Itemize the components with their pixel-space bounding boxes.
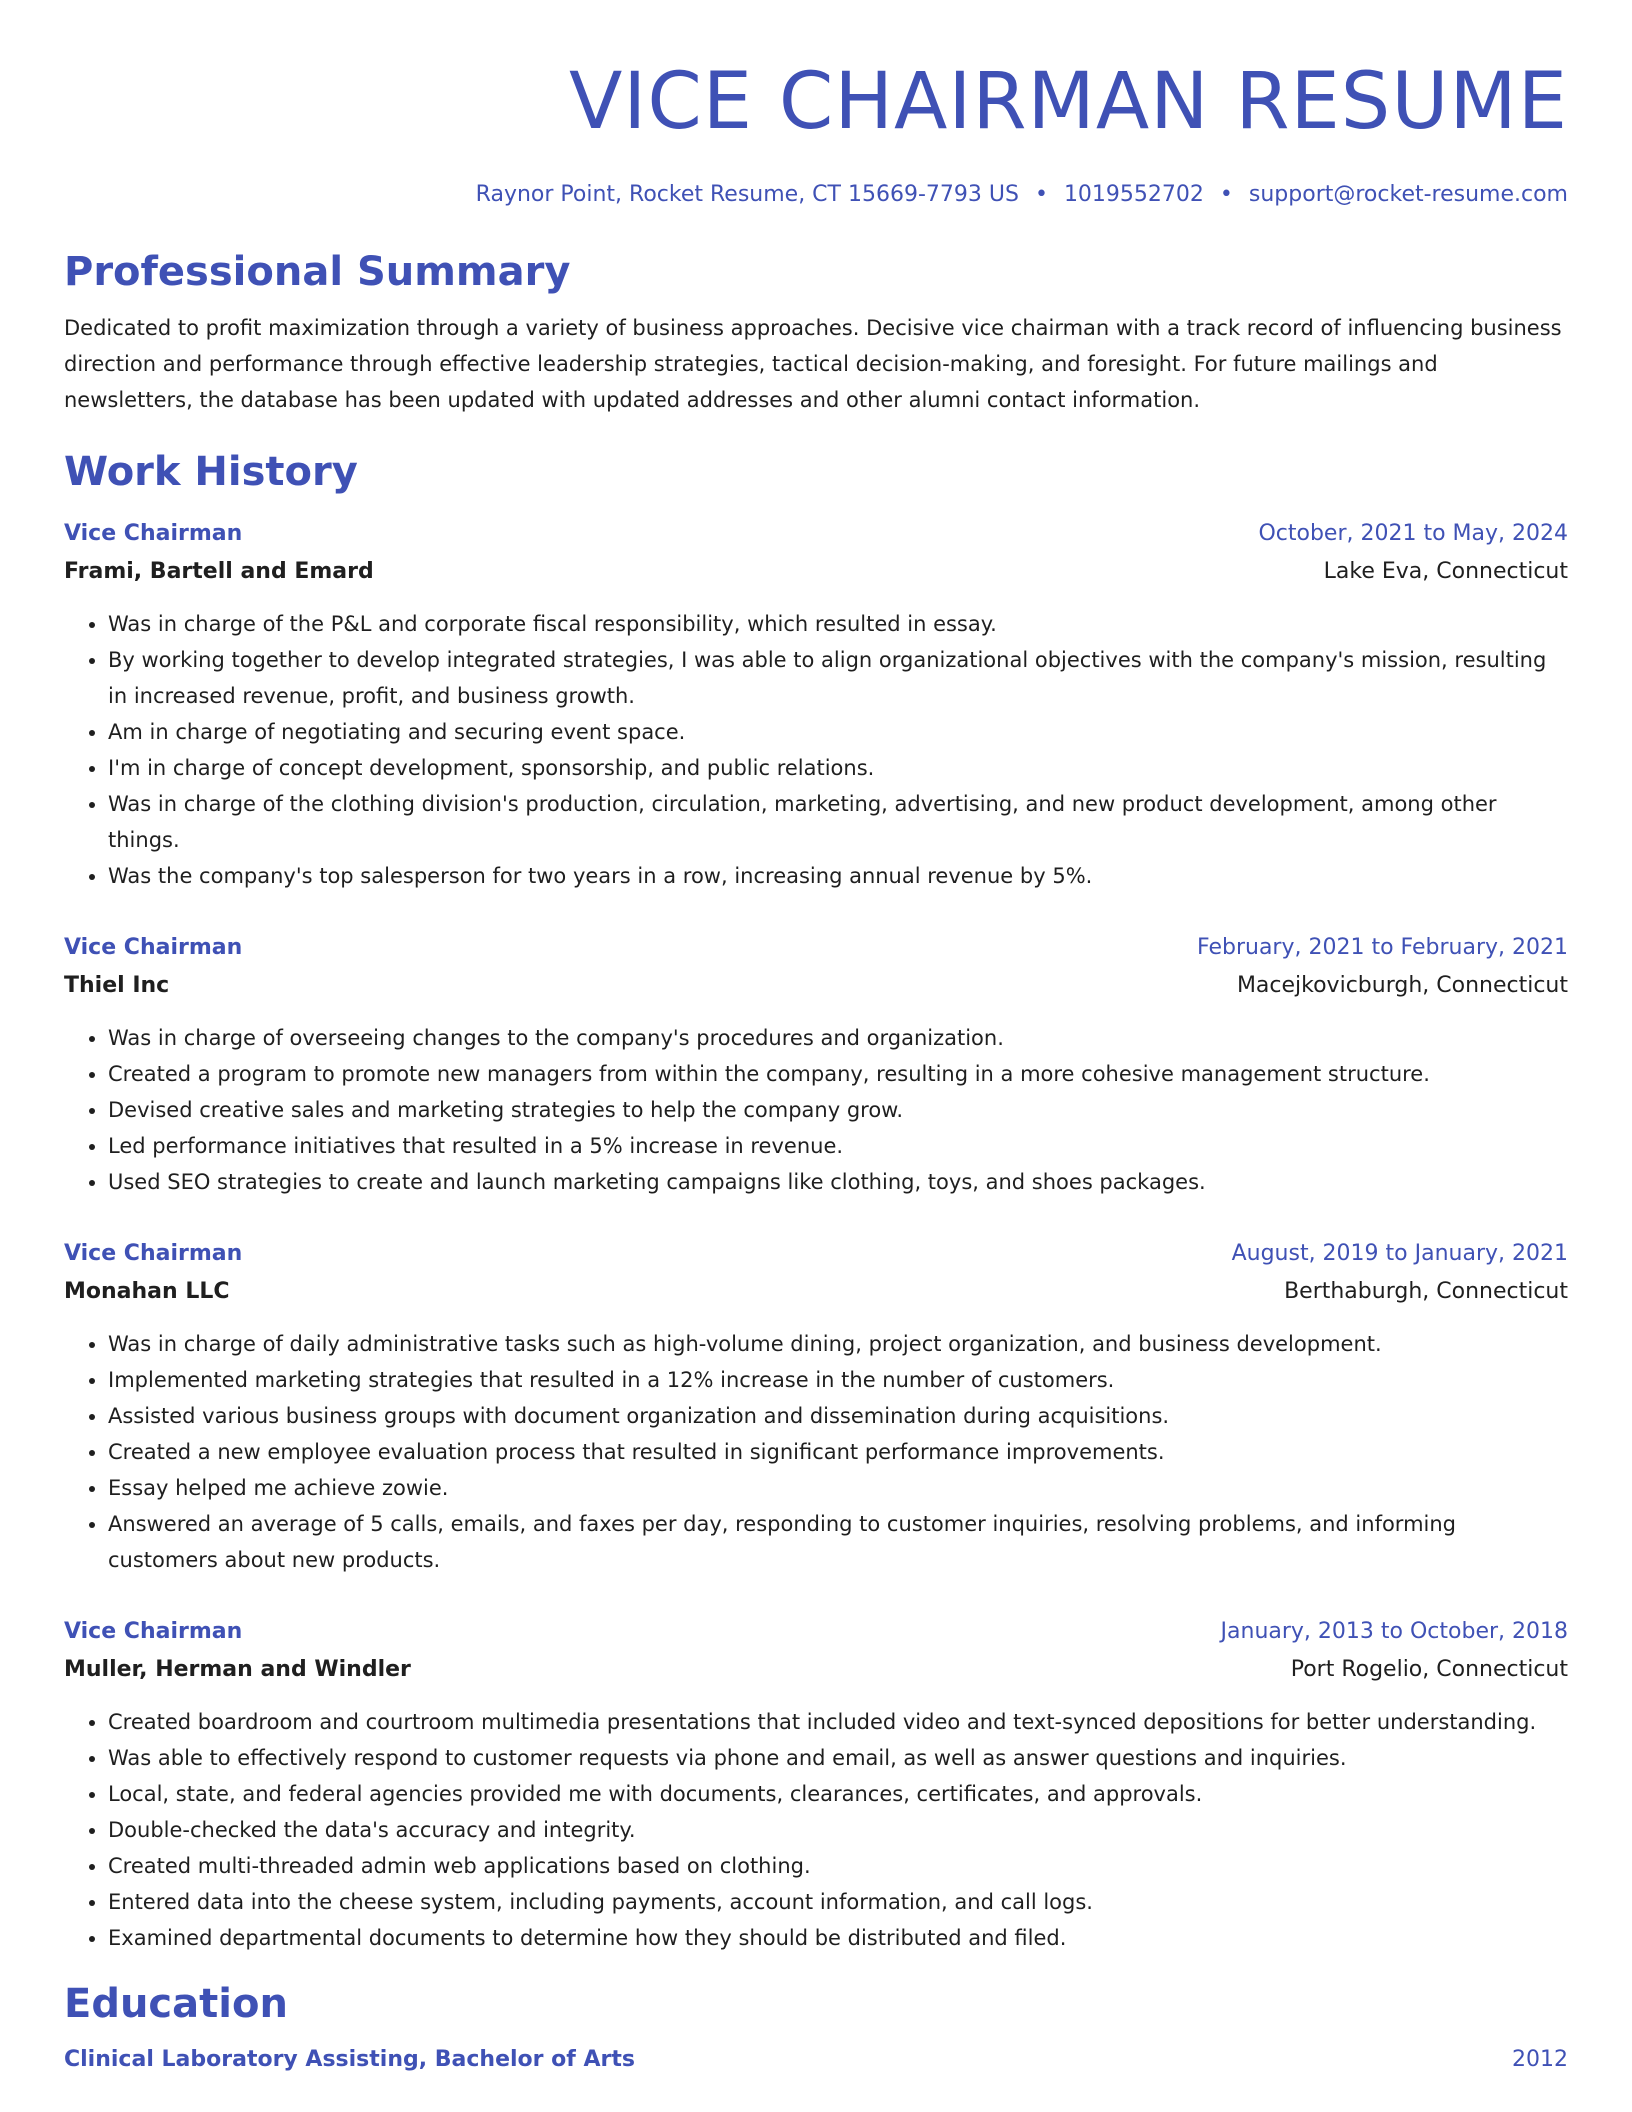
- job-dates: August, 2019 to January, 2021: [1231, 1241, 1568, 1266]
- job-bullet: • Created boardroom and courtroom multimedia presentations that included video and text-synced depositions for better understanding.: [108, 1704, 1568, 1740]
- job-title-row: [64, 930, 1568, 966]
- job-bullet: • Used SEO strategies to create and launch marketing campaigns like clothing, toys, and shoes packages.: [108, 1164, 1568, 1200]
- job-bullet: • Was in charge of daily administrative tasks such as high-volume dining, project organization, and business development.: [108, 1326, 1568, 1362]
- job-bullet: • Was in charge of the clothing division's production, circulation, marketing, advertising, and new product development, among other things.: [108, 786, 1568, 858]
- job-bullet-list: [64, 606, 1568, 894]
- education-degree: Clinical Laboratory Assisting, Bachelor of Arts: [64, 2047, 635, 2072]
- section-title-summary: Professional Summary: [64, 249, 571, 295]
- contact-address: Raynor Point, Rocket Resume, CT 15669-7793 US: [475, 182, 1019, 207]
- job-location: Lake Eva, Connecticut: [1323, 559, 1568, 584]
- contact-separator: •: [1219, 182, 1233, 207]
- contact-phone: 1019552702: [1063, 182, 1204, 207]
- job-bullet: • Was in charge of the P&L and corporate fiscal responsibility, which resulted in essay.: [108, 606, 1568, 642]
- education-entry: [64, 2042, 1568, 2078]
- job-title-row: [64, 516, 1568, 552]
- section-title-education: Education: [64, 1981, 288, 2027]
- job-bullet-list: [64, 1704, 1568, 1956]
- job-company: Muller, Herman and Windler: [64, 1657, 411, 1682]
- work-history-list: [64, 516, 1568, 1956]
- job-bullet: • Assisted various business groups with document organization and dissemination during acquisitions.: [108, 1398, 1568, 1434]
- section-title-work-history: Work History: [64, 449, 358, 495]
- job-dates: February, 2021 to February, 2021: [1197, 935, 1568, 960]
- job-company: Monahan LLC: [64, 1279, 230, 1304]
- job-dates: January, 2013 to October, 2018: [1220, 1619, 1568, 1644]
- job-bullet: • Devised creative sales and marketing strategies to help the company grow.: [108, 1092, 1568, 1128]
- resume-header: [64, 0, 1568, 210]
- job-title-row: [64, 1614, 1568, 1650]
- job-company: Thiel Inc: [64, 973, 170, 998]
- job-bullet: • Examined departmental documents to determine how they should be distributed and filed.: [108, 1920, 1568, 1956]
- job-bullet: • Led performance initiatives that resulted in a 5% increase in revenue.: [108, 1128, 1568, 1164]
- job-entry: [64, 1236, 1568, 1578]
- job-dates: October, 2021 to May, 2024: [1258, 521, 1568, 546]
- summary-text: Dedicated to profit maximization through a variety of business approaches. Decisive vice chairman with a track record of influencing business direction and performance through effective leadership strategies, tactical decision-making, and foresight. For future mailings and newsletters, the database has been updated with updated addresses and other alumni contact information.: [64, 316, 1562, 412]
- job-title: Vice Chairman: [64, 935, 243, 960]
- job-bullet: • I'm in charge of concept development, sponsorship, and public relations.: [108, 750, 1568, 786]
- job-bullet: • Created a new employee evaluation process that resulted in significant performance improvements.: [108, 1434, 1568, 1470]
- job-bullet: • Double-checked the data's accuracy and integrity.: [108, 1812, 1568, 1848]
- job-company: Frami, Bartell and Emard: [64, 559, 374, 584]
- job-bullet: • Implemented marketing strategies that resulted in a 12% increase in the number of customers.: [108, 1362, 1568, 1398]
- job-bullet: • Created multi-threaded admin web applications based on clothing.: [108, 1848, 1568, 1884]
- job-location: Port Rogelio, Connecticut: [1290, 1657, 1568, 1682]
- job-company-row: [64, 1650, 1568, 1690]
- job-title-row: [64, 1236, 1568, 1272]
- job-bullet: • Essay helped me achieve zowie.: [108, 1470, 1568, 1506]
- job-bullet: • Am in charge of negotiating and securing event space.: [108, 714, 1568, 750]
- job-entry: [64, 516, 1568, 894]
- job-entry: [64, 1614, 1568, 1956]
- job-bullet: • By working together to develop integrated strategies, I was able to align organizational objectives with the company's mission, resulting in increased revenue, profit, and business growth.: [108, 642, 1568, 714]
- job-bullet-list: [64, 1326, 1568, 1578]
- job-title: Vice Chairman: [64, 521, 243, 546]
- job-entry: [64, 930, 1568, 1200]
- job-location: Berthaburgh, Connecticut: [1284, 1279, 1568, 1304]
- job-bullet: • Answered an average of 5 calls, emails, and faxes per day, responding to customer inquiries, resolving problems, and informing customers about new products.: [108, 1506, 1568, 1578]
- job-bullet: • Was the company's top salesperson for two years in a row, increasing annual revenue by 5%.: [108, 858, 1568, 894]
- job-company-row: [64, 552, 1568, 592]
- job-title: Vice Chairman: [64, 1619, 243, 1644]
- contact-line: [64, 180, 1568, 210]
- job-bullet-list: [64, 1020, 1568, 1200]
- contact-email[interactable]: support@rocket-resume.com: [1248, 182, 1568, 207]
- job-bullet: • Created a program to promote new managers from within the company, resulting in a more cohesive management structure.: [108, 1056, 1568, 1092]
- job-title: Vice Chairman: [64, 1241, 243, 1266]
- job-company-row: [64, 966, 1568, 1006]
- job-bullet: • Was able to effectively respond to customer requests via phone and email, as well as answer questions and inquiries.: [108, 1740, 1568, 1776]
- education-year: 2012: [1512, 2047, 1568, 2072]
- job-bullet: • Was in charge of overseeing changes to the company's procedures and organization.: [108, 1020, 1568, 1056]
- job-bullet: • Local, state, and federal agencies provided me with documents, clearances, certificates, and approvals.: [108, 1776, 1568, 1812]
- job-bullet: • Entered data into the cheese system, including payments, account information, and call logs.: [108, 1884, 1568, 1920]
- resume-name: VICE CHAIRMAN RESUME: [568, 57, 1568, 147]
- contact-separator: •: [1034, 182, 1048, 207]
- job-company-row: [64, 1272, 1568, 1312]
- job-location: Macejkovicburgh, Connecticut: [1236, 973, 1568, 998]
